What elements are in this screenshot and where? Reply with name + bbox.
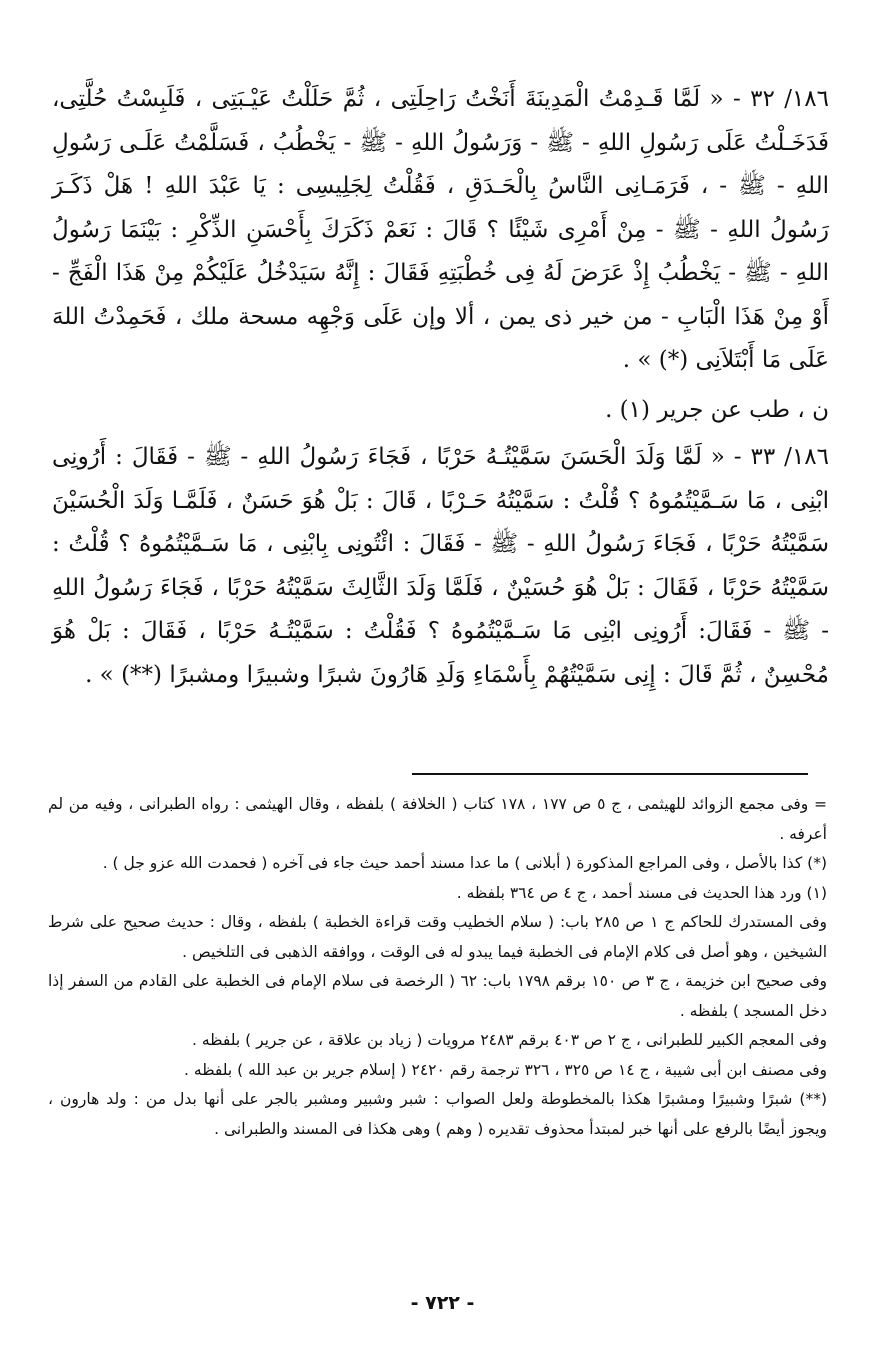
- footnotes: [48, 790, 827, 1144]
- footnote-separator: [412, 773, 808, 775]
- hadith-32-source: ن ، طب عن جرير (١) .: [605, 396, 829, 423]
- footnote-continued: = وفى مجمع الزوائد للهيثمى ، ج ٥ ص ١٧٧ ، ١٧٨ كتاب ( الخلافة ) بلفظه ، وقال الهيثمى : رواه الطبرانى ، وفيه من لم أعرفه .: [48, 795, 828, 843]
- hadith-32-text: ١٨٦/ ٣٢ - « لَمَّا قَـدِمْتُ الْمَدِينَةَ أَنَخْتُ رَاحِلَتِى ، ثُمَّ حَلَلْتُ عَيْـبَتِى ، فَلَبِسْتُ حُلَّتِى، فَدَخَـلْتُ عَلَى رَسُولِ اللهِ - ﷺ - وَرَسُولُ اللهِ - ﷺ - يَخْطُبُ ، فَسَلَّمْتُ عَلَـى رَسُولِ اللهِ - ﷺ - ، فَرَمَـانِى النَّاسُ بِالْحَـدَقِ ، فَقُلْتُ لِجَلِيسِى : يَا عَبْدَ اللهِ ! هَلْ ذَكَـرَ رَسُولُ اللهِ - ﷺ - مِنْ أَمْرِى شَيْئًا ؟ قَالَ : نَعَمْ ذَكَرَكَ بِأَحْسَنِ الذِّكْرِ : بَيْنَمَا رَسُولُ اللهِ - ﷺ - يَخْطُبُ إِذْ عَرَضَ لَهُ فِى خُطْبَتِهِ فَقَالَ : إِنَّهُ سَيَدْخُلُ عَلَيْكُمْ مِنْ هَذَا الْفَجِّ - أَوْ مِنْ هَذَا الْبَابِ - من خير ذى يمن ، ألا وإن عَلَى وَجْهِه مسحة ملك ، فَحَمِدْتُ اللهَ عَلَى مَا أَبْتَلاَنِى (*) » .: [52, 86, 830, 373]
- footnote-star: (*) كذا بالأصل ، وفى المراجع المذكورة ( أبلانى ) ما عدا مسند أحمد حيث جاء فى آخره ( فحمدت الله عزو جل ) .: [102, 854, 827, 872]
- footnote-1-mustadrak: وفى المستدرك للحاكم ج ١ ص ٢٨٥ باب: ( سلام الخطيب وقت قراءة الخطبة ) بلفظه ، وقال : حديث صحيح على شرط الشيخين ، وهو أصل فى كلام الإمام فى الخطبة فيما يبدو له فى الوقت ، ووافقه الذهبى فى التلخيص .: [48, 913, 827, 961]
- footnote-1: (١) ورد هذا الحديث فى مسند أحمد ، ج ٤ ص ٣٦٤ بلفظه .: [456, 883, 827, 902]
- footnote-1-khuzaymah: وفى صحيح ابن خزيمة ، ج ٣ ص ١٥٠ برقم ١٧٩٨ باب: ٦٢ ( الرخصة فى سلام الإمام فى الخطبة على القادم من السفر إذا دخل المسجد ) بلفظه .: [48, 972, 828, 1020]
- footnote-1-musannaf: وفى مصنف ابن أبى شيبة ، ج ١٤ ص ٣٢٥ ، ٣٢٦ ترجمة رقم ٢٤٢٠ ( إسلام جرير بن عبد الله ) بلفظه .: [184, 1060, 827, 1079]
- footnote-double-star: (**) شبرًا وشبيرًا ومشبرًا هكذا بالمخطوطة ولعل الصواب : شبر وشبير ومشبر بالجر على أنها بدل من : ولد هارون ، ويجوز أيضًا بالرفع على أنها خبر لمبتدأ محذوف تقديره ( وهم ) وهى هكذا فى المسند والطبرانى .: [48, 1090, 827, 1138]
- hadith-33-text: ١٨٦/ ٣٣ - « لَمَّا وَلَدَ الْحَسَنَ سَمَّيْتُـهُ حَرْبًا ، فَجَاءَ رَسُولُ اللهِ - ﷺ - فَقَالَ : أَرُونِى ابْنِى ، مَا سَـمَّيْتُمُوهُ ؟ قُلْتُ : سَمَّيْتُهُ حَـرْبًا ، قَالَ : بَلْ هُوَ حَسَنٌ ، فَلَمَّـا وَلَدَ الْحُسَيْنَ سَمَّيْتُهُ حَرْبًا ، فَجَاءَ رَسُولُ اللهِ - ﷺ - فَقَالَ : ائْتُونِى بِابْنِى ، مَا سَـمَّيْتُمُوهُ ؟ قُلْتُ : سَمَّيْتُهُ حَرْبًا ، فَقَالَ : بَلْ هُوَ حُسَيْنٌ ، فَلَمَّا وَلَدَ الثَّالِثَ سَمَّيْتُهُ حَرْبًا ، فَجَاءَ رَسُولُ اللهِ - ﷺ - فَقَالَ: أَرُونِى ابْنِى مَا سَـمَّيْتُمُوهُ ؟ فَقُلْتُ : سَمَّيْتُـهُ حَرْبًا ، فَقَالَ : بَلْ هُوَ مُحْسِنٌ ، ثُمَّ قَالَ : إِنِى سَمَّيْتُهُمْ بِأَسْمَاءِ وَلَدِ هَارُونَ شبرًا وشبيرًا ومشبرًا (**) » .: [52, 444, 829, 688]
- footnote-1-tabarani: وفى المعجم الكبير للطبرانى ، ج ٢ ص ٤٠٣ برقم ٢٤٨٣ مرويات ( زياد بن علاقة ، عن جرير ) بلفظه .: [192, 1031, 827, 1049]
- main-text: [52, 78, 829, 697]
- page-number: - ٧٢٢ -: [410, 1292, 475, 1314]
